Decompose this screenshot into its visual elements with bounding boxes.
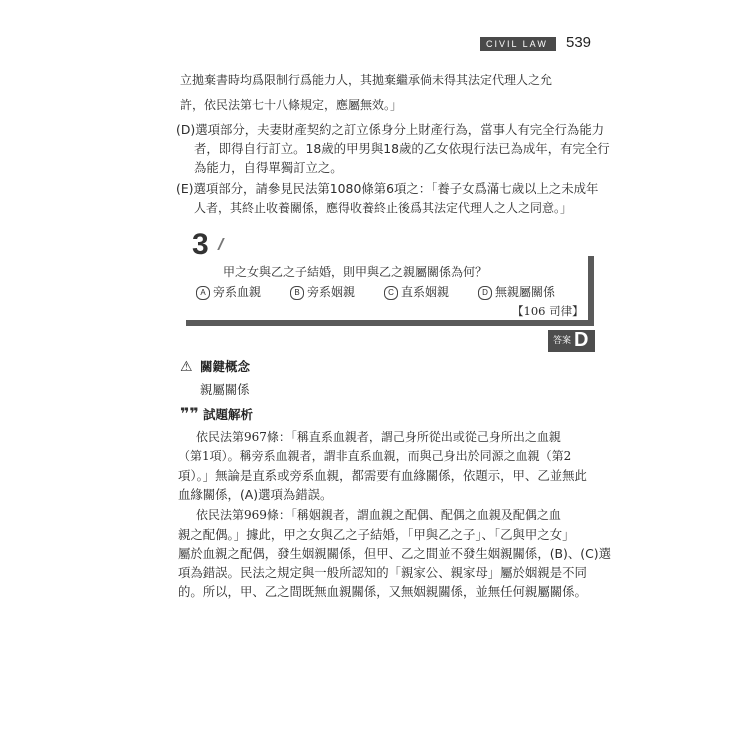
analysis-line: 依民法第967條：「稱直系血親者，謂己身所從出或從己身所出之血親 — [196, 430, 561, 444]
analysis-title: 試題解析 — [203, 407, 254, 422]
option-text: 直系姻親 — [401, 285, 450, 299]
key-concept-title: 關鍵概念 — [200, 359, 251, 374]
analysis-line: 血緣關係，(A)選項為錯誤。 — [178, 487, 333, 502]
option-text: 旁系血親 — [213, 285, 262, 299]
warning-icon: ⚠ — [180, 359, 193, 375]
analysis-line: 依民法第969條：「稱姻親者，謂血親之配偶、配偶之血親及配偶之血 — [196, 508, 561, 522]
analysis-line: 親之配偶。」據此，甲之女與乙之子結婚，「甲與乙之子」、「乙與甲之女」 — [178, 527, 575, 542]
analysis-line: 屬於血親之配偶，發生姻親關係，但甲、乙之間並不發生姻親關係，(B)、(C)選 — [178, 546, 611, 561]
intro-line: 許，依民法第七十八條規定，應屬無效。」 — [180, 98, 403, 112]
analysis-line: （第1項）。稱旁系血親者，謂非直系血親，而與己身出於同源之血親（第2 — [178, 449, 572, 463]
answer-value: D — [574, 329, 589, 351]
option-text: 旁系姻親 — [307, 285, 356, 299]
key-concept-text: 親屬關係 — [200, 382, 250, 397]
intro-line: 立拋棄書時均爲限制行爲能力人，其拋棄繼承倘未得其法定代理人之允 — [180, 73, 553, 87]
question-source: 【106 司律】 — [512, 304, 584, 318]
answer-label: 答案 — [553, 336, 572, 346]
option-c — [384, 284, 449, 301]
quote-icon: ❞❞ — [180, 404, 199, 423]
option-a — [196, 284, 261, 301]
option-b — [290, 284, 355, 301]
analysis-line: 項為錯誤。民法之規定與一般所認知的「親家公、親家母」屬於姻親是不同 — [178, 565, 587, 580]
question-flourish-icon — [217, 238, 235, 250]
option-text: 無親屬關係 — [495, 285, 556, 299]
question-number: 3 — [192, 228, 209, 261]
intro-line: (E)選項部分，請參見民法第1080條第6項之：「養子女爲滿七歲以上之未成年 — [176, 181, 599, 196]
option-letter: B — [290, 286, 304, 300]
running-header-label: CIVIL LAW — [486, 39, 548, 49]
intro-line: (D)選項部分，夫妻財產契約之訂立係身分上財產行為，當事人有完全行為能力 — [176, 122, 605, 137]
analysis-line: 項）。」無論是直系或旁系血親，都需要有血緣關係，依題示，甲、乙並無此 — [178, 468, 587, 483]
question-text: 甲之女與乙之子結婚，則甲與乙之親屬關係為何？ — [223, 265, 488, 279]
intro-line: 人者，其終止收養關係，應得收養終止後爲其法定代理人之人之同意。」 — [194, 201, 573, 215]
option-letter: A — [196, 286, 210, 300]
option-letter: C — [384, 286, 398, 300]
intro-line: 者，即得自行訂立。18歲的甲男與18歲的乙女依現行法已為成年，有完全行 — [194, 141, 610, 156]
option-letter: D — [478, 286, 492, 300]
option-d — [478, 284, 555, 301]
analysis-line: 的。所以，甲、乙之間既無血親關係，又無姻親關係，並無任何親屬關係。 — [178, 584, 587, 599]
intro-line: 為能力，自得單獨訂立之。 — [194, 160, 343, 175]
page-number: 539 — [566, 34, 592, 51]
